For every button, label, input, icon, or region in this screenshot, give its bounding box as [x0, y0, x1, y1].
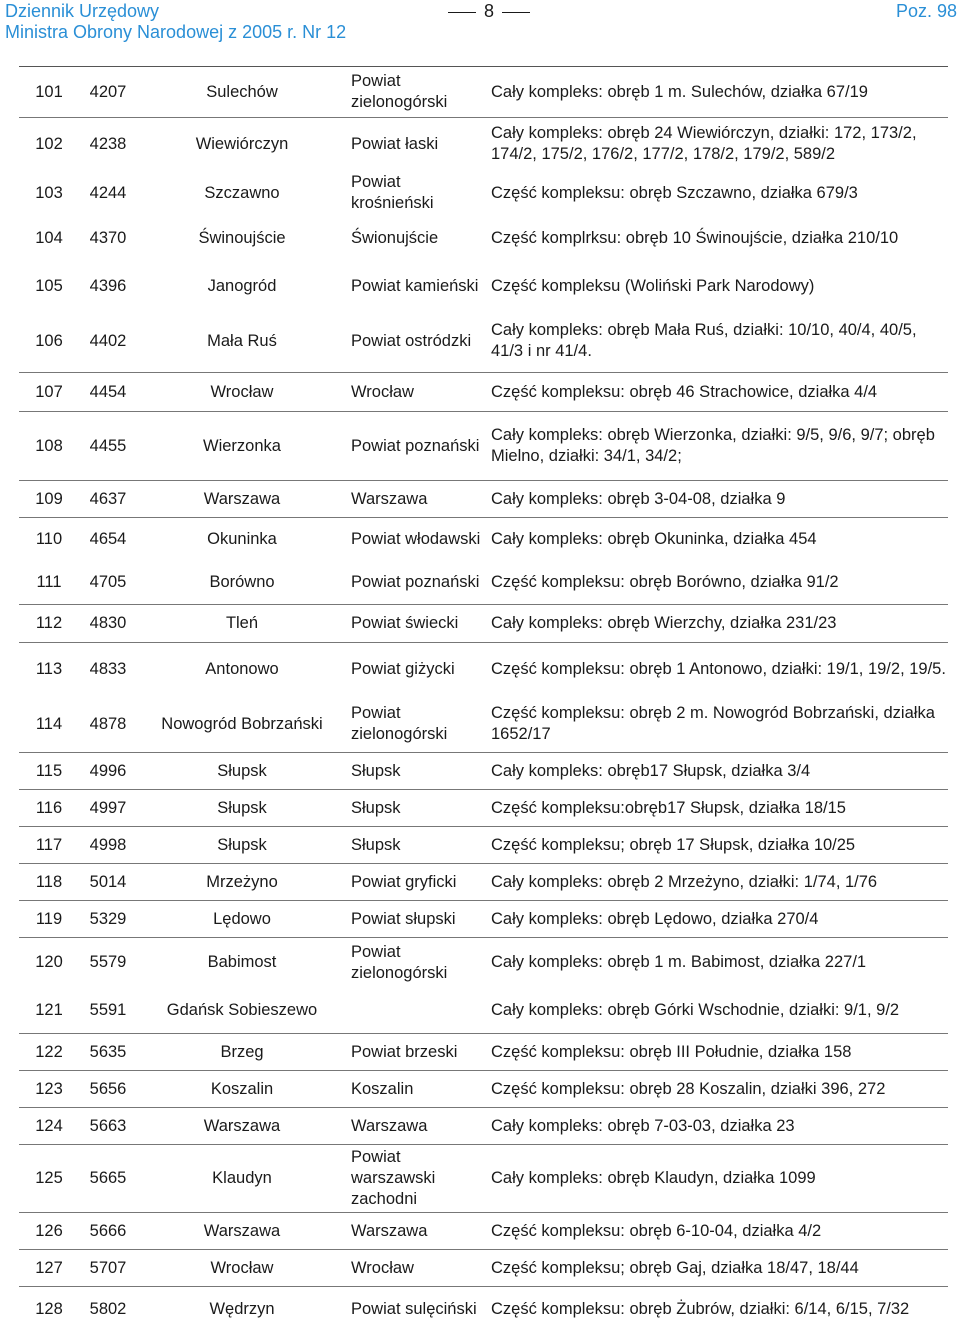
place-name: Szczawno	[204, 183, 280, 202]
county-name: Warszawa	[347, 481, 487, 518]
complex-description: Część kompleksu: obręb 46 Strachowice, działka 4/4	[487, 373, 948, 412]
table-row	[19, 864, 948, 901]
complex-description: Część kompleksu: obręb 2 m. Nowogród Bobrzański, działka 1652/17	[491, 704, 935, 744]
table-row	[19, 1213, 948, 1250]
table-row	[19, 988, 948, 1034]
complex-id: 4637	[79, 481, 137, 518]
position-number: Poz. 98	[895, 1, 957, 21]
complex-id: 4998	[79, 827, 137, 864]
place-name: Okuninka	[137, 518, 347, 561]
row-number: 121	[35, 1000, 63, 1019]
complex-id: 4402	[89, 331, 127, 350]
complex-description: Cały kompleks: obręb17 Słupsk, działka 3/4	[487, 753, 948, 790]
place-name: Koszalin	[137, 1071, 347, 1108]
row-number: 126	[19, 1213, 79, 1250]
row-number: 106	[35, 331, 63, 350]
complex-id: 5329	[79, 901, 137, 938]
county-name: Świonujście	[351, 229, 439, 247]
complex-description: Cały kompleks: obręb 24 Wiewiórczyn, działki: 172, 173/2, 174/2, 175/2, 176/2, 177/2, 178/2, 179/2, 589/2	[487, 118, 948, 171]
table-row	[19, 1145, 948, 1213]
county-name: Powiat kamieński	[351, 276, 479, 295]
row-number: 123	[19, 1071, 79, 1108]
table-row	[19, 67, 948, 118]
page-number: 8	[440, 1, 538, 21]
complex-id: 4654	[79, 518, 137, 561]
row-number: 112	[19, 605, 79, 643]
place-name: Gdańsk Sobieszewo	[166, 1000, 318, 1019]
table-row	[19, 1287, 948, 1333]
complex-id: 4454	[79, 373, 137, 412]
complex-description: Część kompleksu: obręb 1 Antonowo, działki: 19/1, 19/2, 19/5.	[487, 643, 948, 697]
place-name: Słupsk	[137, 827, 347, 864]
row-number: 104	[35, 229, 63, 247]
complex-id: 4705	[89, 572, 127, 591]
county-name: Powiat brzeski	[347, 1034, 487, 1071]
table-row	[19, 561, 948, 605]
complex-description: Część kompleksu: obręb Szczawno, działka 679/3	[491, 183, 858, 202]
place-name: Antonowo	[137, 643, 347, 697]
complex-id: 4996	[79, 753, 137, 790]
complex-description: Cały kompleks: obręb 1 m. Babimost, działka 227/1	[487, 938, 948, 988]
county-name: Powiat łaski	[347, 118, 487, 171]
complex-description: Część kompleksu; obręb Gaj, działka 18/47, 18/44	[487, 1250, 948, 1287]
row-number: 101	[19, 67, 79, 118]
row-number: 117	[19, 827, 79, 864]
table-row	[19, 1250, 948, 1287]
complex-id: 4830	[79, 605, 137, 643]
place-name: Brzeg	[137, 1034, 347, 1071]
complex-id: 4997	[79, 790, 137, 827]
complex-id: 5656	[79, 1071, 137, 1108]
county-name: Warszawa	[347, 1108, 487, 1145]
complex-description: Cały kompleks: obręb 2 Mrzeżyno, działki: 1/74, 1/76	[487, 864, 948, 901]
table-row	[19, 311, 948, 373]
table-row	[19, 827, 948, 864]
place-name: Warszawa	[137, 1108, 347, 1145]
row-number: 115	[19, 753, 79, 790]
county-name: Powiat sulęciński	[347, 1287, 487, 1333]
table-row	[19, 697, 948, 753]
row-number: 109	[19, 481, 79, 518]
row-number: 108	[19, 412, 79, 481]
county-name: Powiat zielonogórski	[347, 938, 487, 988]
complex-id: 4238	[79, 118, 137, 171]
table-row	[19, 373, 948, 412]
county-name: Wrocław	[347, 373, 487, 412]
row-number: 102	[19, 118, 79, 171]
complex-id: 5666	[79, 1213, 137, 1250]
place-name: Wrocław	[137, 1250, 347, 1287]
row-number: 114	[35, 714, 63, 733]
place-name: Wiewiórczyn	[137, 118, 347, 171]
row-number: 119	[19, 901, 79, 938]
complex-id: 5663	[79, 1108, 137, 1145]
complex-description: Część kompleksu (Woliński Park Narodowy)	[491, 276, 815, 295]
complex-description: Część kompleksu: obręb 28 Koszalin, działki 396, 272	[487, 1071, 948, 1108]
complex-description: Część kompleksu: obręb 6-10-04, działka 4/2	[487, 1213, 948, 1250]
complex-id: 4833	[79, 643, 137, 697]
complex-id: 4878	[89, 714, 127, 733]
place-name: Janogród	[207, 276, 277, 295]
table-row	[19, 1034, 948, 1071]
table-row	[19, 938, 948, 988]
row-number: 120	[19, 938, 79, 988]
complex-id: 4244	[89, 183, 127, 202]
county-name: Powiat poznański	[351, 572, 480, 591]
row-number: 116	[19, 790, 79, 827]
row-number: 111	[36, 572, 62, 591]
row-number: 124	[19, 1108, 79, 1145]
complex-description: Część kompleksu: obręb Borówno, działka 91/2	[491, 572, 839, 591]
county-name: Wrocław	[347, 1250, 487, 1287]
journal-title: Dziennik Urzędowy	[5, 1, 160, 21]
county-name: Powiat ostródzki	[351, 331, 472, 350]
county-name: Powiat warszawski zachodni	[347, 1145, 487, 1213]
row-number: 127	[19, 1250, 79, 1287]
complex-id: 5665	[79, 1145, 137, 1213]
county-name	[347, 988, 487, 1034]
complex-id: 5591	[89, 1000, 127, 1019]
place-name: Słupsk	[137, 790, 347, 827]
complex-table-body	[19, 67, 948, 1333]
row-number: 110	[19, 518, 79, 561]
complex-description: Część kompleksu; obręb 17 Słupsk, działka 10/25	[487, 827, 948, 864]
place-name: Wrocław	[137, 373, 347, 412]
complex-description: Cały kompleks: obręb Lędowo, działka 270/4	[487, 901, 948, 938]
place-name: Świnoujście	[198, 229, 286, 247]
place-name: Warszawa	[137, 481, 347, 518]
county-name: Powiat poznański	[347, 412, 487, 481]
place-name: Lędowo	[137, 901, 347, 938]
complex-description: Część kompleksu:obręb17 Słupsk, działka 18/15	[487, 790, 948, 827]
county-name: Słupsk	[347, 790, 487, 827]
complex-id: 5579	[79, 938, 137, 988]
complex-id: 5707	[79, 1250, 137, 1287]
table-row	[19, 518, 948, 561]
table-row	[19, 481, 948, 518]
place-name: Mała Ruś	[207, 331, 277, 350]
complex-description: Część komplrksu: obręb 10 Świnoujście, działka 210/10	[491, 229, 899, 247]
ministry-subtitle: Ministra Obrony Narodowej z 2005 r. Nr 12	[5, 22, 347, 42]
complex-id: 4207	[79, 67, 137, 118]
complex-description: Cały kompleks: obręb 7-03-03, działka 23	[487, 1108, 948, 1145]
page-header	[0, 0, 960, 44]
complex-description: Cały kompleks: obręb 1 m. Sulechów, działka 67/19	[487, 67, 948, 118]
complex-description: Część kompleksu: obręb Żubrów, działki: 6/14, 6/15, 7/32	[487, 1287, 948, 1333]
table-row	[19, 171, 948, 216]
table-row	[19, 216, 948, 262]
place-name: Klaudyn	[137, 1145, 347, 1213]
table-row	[19, 412, 948, 481]
county-name: Powiat włodawski	[347, 518, 487, 561]
table-row	[19, 262, 948, 311]
complex-id: 4455	[79, 412, 137, 481]
table-row	[19, 753, 948, 790]
place-name: Słupsk	[137, 753, 347, 790]
place-name: Warszawa	[137, 1213, 347, 1250]
county-name: Koszalin	[347, 1071, 487, 1108]
table-row	[19, 118, 948, 171]
table-row	[19, 643, 948, 697]
row-number: 113	[19, 643, 79, 697]
complex-id: 5014	[79, 864, 137, 901]
complex-description: Cały kompleks: obręb Górki Wschodnie, działki: 9/1, 9/2	[491, 1000, 900, 1019]
complex-description: Cały kompleks: obręb Wierzonka, działki: 9/5, 9/6, 9/7; obręb Mielno, działki: 34/1, 34/2;	[487, 412, 948, 481]
row-number: 118	[19, 864, 79, 901]
row-number: 105	[35, 276, 63, 295]
table-row	[19, 901, 948, 938]
county-name: Powiat zielonogórski	[351, 704, 448, 744]
county-name: Słupsk	[347, 827, 487, 864]
row-number: 125	[19, 1145, 79, 1213]
table-row	[19, 1071, 948, 1108]
table-row	[19, 1108, 948, 1145]
place-name: Borówno	[209, 572, 275, 591]
table-row	[19, 790, 948, 827]
complex-description: Część kompleksu: obręb III Południe, działka 158	[487, 1034, 948, 1071]
place-name: Wierzonka	[137, 412, 347, 481]
complex-description: Cały kompleks: obręb Mała Ruś, działki: 10/10, 40/4, 40/5, 41/3 i nr 41/4.	[491, 321, 917, 361]
place-name: Babimost	[137, 938, 347, 988]
row-number: 107	[19, 373, 79, 412]
county-name: Powiat słupski	[347, 901, 487, 938]
place-name: Nowogród Bobrzański	[161, 714, 323, 733]
place-name: Tleń	[137, 605, 347, 643]
complex-description: Cały kompleks: obręb Wierzchy, działka 231/23	[487, 605, 948, 643]
complex-id: 4396	[89, 276, 127, 295]
complex-table	[19, 66, 948, 1333]
complex-description: Cały kompleks: obręb Klaudyn, działka 1099	[487, 1145, 948, 1213]
row-number: 122	[19, 1034, 79, 1071]
county-name: Powiat gryficki	[347, 864, 487, 901]
complex-id: 5802	[79, 1287, 137, 1333]
county-name: Powiat zielonogórski	[347, 67, 487, 118]
county-name: Powiat świecki	[347, 605, 487, 643]
row-number: 128	[19, 1287, 79, 1333]
row-number: 103	[35, 183, 63, 202]
place-name: Wędrzyn	[137, 1287, 347, 1333]
complex-description: Cały kompleks: obręb 3-04-08, działka 9	[487, 481, 948, 518]
county-name: Warszawa	[347, 1213, 487, 1250]
county-name: Powiat giżycki	[347, 643, 487, 697]
place-name: Mrzeżyno	[137, 864, 347, 901]
place-name: Sulechów	[137, 67, 347, 118]
complex-description: Cały kompleks: obręb Okuninka, działka 454	[487, 518, 948, 561]
complex-id: 5635	[79, 1034, 137, 1071]
complex-id: 4370	[89, 229, 127, 247]
county-name: Powiat krośnieński	[351, 173, 434, 212]
table-row	[19, 605, 948, 643]
county-name: Słupsk	[347, 753, 487, 790]
